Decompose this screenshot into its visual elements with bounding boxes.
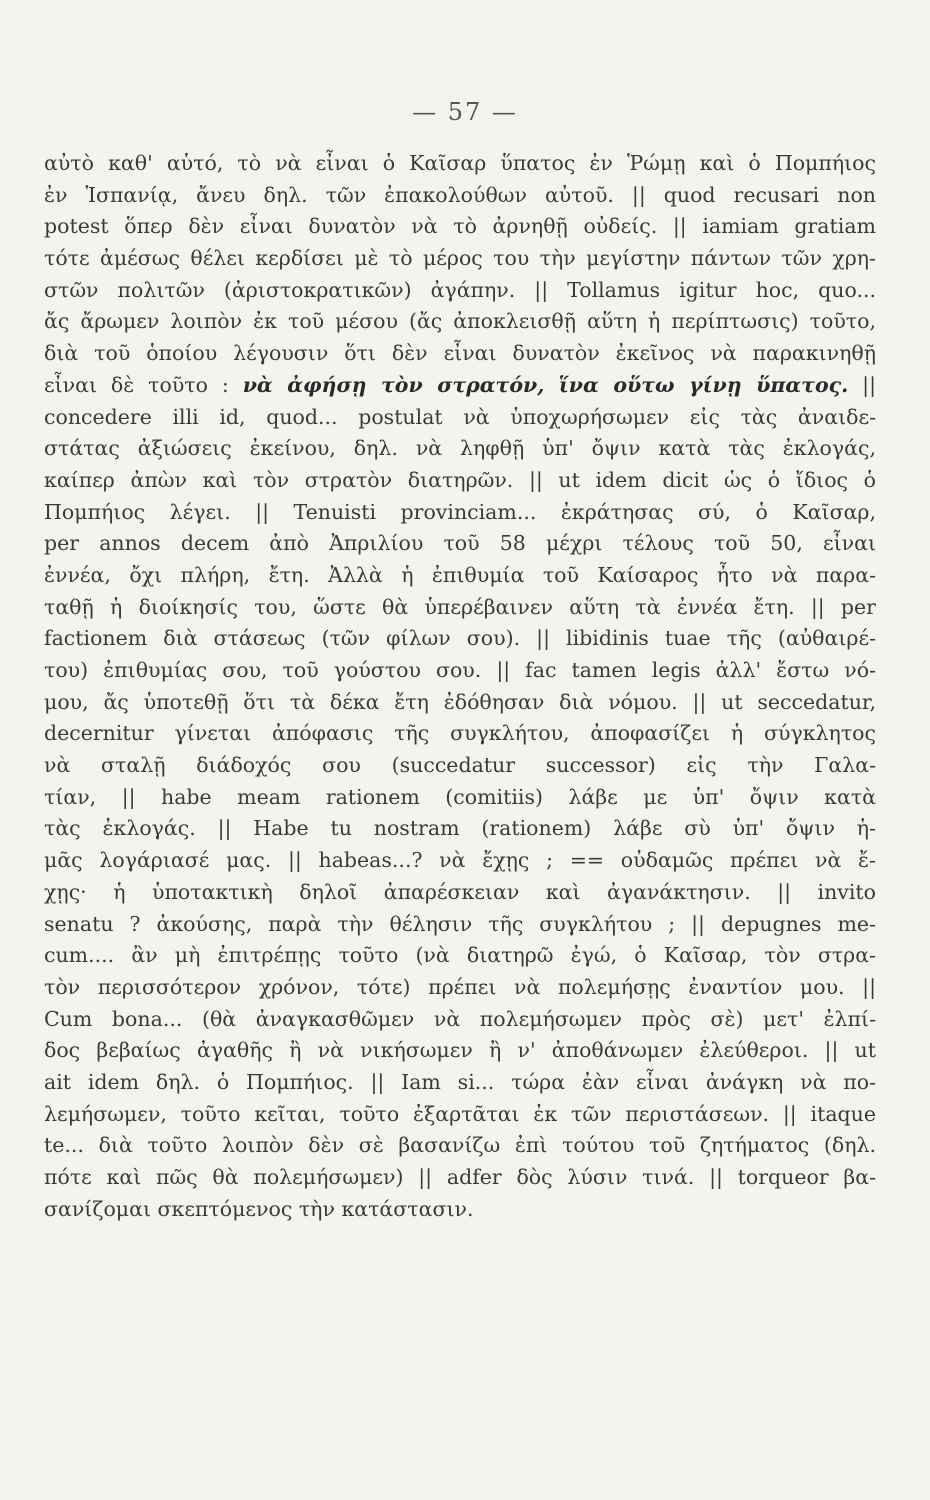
text-line-emphasis [44,370,876,402]
text-line: καίπερ ἀπὼν καὶ τὸν στρατὸν διατηρῶν. || ut idem dicit ὡς ὁ ἴδιος ὁ [44,467,876,492]
text-line: τὰς ἐκλογάς. || Habe tu nostram (rationem) λάβε σὺ ὑπ' ὄψιν ἡ- [44,816,876,841]
page-number: — 57 — [412,98,518,126]
text-line: μᾶς λογάριασέ μας. || habeas...? νὰ ἔχῃς ; == οὐδαμῶς πρέπει νὰ ἔ- [44,848,876,873]
text-line: στάτας ἀξιώσεις ἐκείνου, δηλ. νὰ ληφθῇ ὑπ' ὄψιν κατὰ τὰς ἐκλογάς, [44,436,876,461]
text-line: Πομπήιος λέγει. || Tenuisti provinciam... ἐκράτησας σύ, ὁ Καῖσαρ, [44,499,876,524]
text-line: ἄς ἄρωμεν λοιπὸν ἐκ τοῦ μέσου (ἄς ἀποκλεισθῇ αὕτη ἡ περίπτωσις) τοῦτο, [44,309,876,334]
text-line: ἐν Ἱσπανίᾳ, ἄνευ δηλ. τῶν ἐπακολούθων αὐτοῦ. || quod recusari non [44,182,876,207]
text-line: τότε ἀμέσως θέλει κερδίσει μὲ τὸ μέρος του τὴν μεγίστην πάντων τῶν χρη- [44,246,876,271]
text-segment: εἶναι δὲ τοῦτο : [44,372,243,397]
text-line: ait idem δηλ. ὁ Πομπήιος. || Iam si... τώρα ἐὰν εἶναι ἀνάγκη νὰ πο- [44,1069,876,1094]
text-line: te... διὰ τοῦτο λοιπὸν δὲν σὲ βασανίζω ἐπὶ τούτου τοῦ ζητήματος (δηλ. [44,1133,876,1158]
text-line: λεμήσωμεν, τοῦτο κεῖται, τοῦτο ἐξαρτᾶται ἐκ τῶν περιστάσεων. || itaque [44,1101,876,1126]
text-line: Cum bona... (θὰ ἀναγκασθῶμεν νὰ πολεμήσωμεν πρὸς σὲ) μετ' ἐλπί- [44,1006,876,1031]
text-line: μου, ἄς ὑποτεθῇ ὅτι τὰ δέκα ἔτη ἐδόθησαν διὰ νόμου. || ut seccedatur, [44,689,876,714]
text-line: χῃς· ἡ ὑποτακτικὴ δηλοῖ ἀπαρέσκειαν καὶ ἀγανάκτησιν. || invito [44,879,876,904]
text-line: του) ἐπιθυμίας σου, τοῦ γούστου σου. || fac tamen legis ἀλλ' ἔστω νό- [44,658,876,682]
text-line: ἐννέα, ὄχι πλήρη, ἔτη. Ἀλλὰ ἡ ἐπιθυμία τοῦ Καίσαρος ἦτο νὰ παρα- [44,562,876,587]
text-line: concedere illi id, quod... postulat νὰ ὑποχωρήσωμεν εἰς τὰς ἀναιδε- [44,404,876,429]
text-line: τὸν περισσότερον χρόνον, τότε) πρέπει νὰ πολεμήσῃς ἐναντίον μου. || [44,974,876,999]
text-line: senatu ? ἀκούσης, παρὰ τὴν θέλησιν τῆς συγκλήτου ; || depugnes me- [44,911,876,936]
text-segment: || [848,372,876,397]
text-line: σανίζομαι σκεπτόμενος τὴν κατάστασιν. [44,1196,474,1221]
text-line: αὐτὸ καθ' αὑτό, τὸ νὰ εἶναι ὁ Καῖσαρ ὕπατος ἐν Ῥώμῃ καὶ ὁ Πομπήιος [44,151,876,175]
text-line: πότε καὶ πῶς θὰ πολεμήσωμεν) || adfer δὸς λύσιν τινά. || torqueor βα- [44,1165,876,1189]
body-text [44,148,876,1225]
text-line: ταθῇ ἡ διοίκησίς του, ὥστε θὰ ὑπερέβαινεν αὕτη τὰ ἐννέα ἔτη. || per [44,594,876,619]
text-line: στῶν πολιτῶν (ἀριστοκρατικῶν) ἀγάπην. || Tollamus igitur hoc, quo... [44,277,876,302]
text-line: δος βεβαίως ἀγαθῆς ἢ νὰ νικήσωμεν ἢ ν' ἀποθάνωμεν ἐλεύθεροι. || ut [44,1038,876,1063]
text-line: potest ὅπερ δὲν εἶναι δυνατὸν νὰ τὸ ἀρνηθῇ οὐδείς. || iamiam gratiam [44,214,876,239]
text-line: decernitur γίνεται ἀπόφασις τῆς συγκλήτου, ἀποφασίζει ἡ σύγκλητος [44,721,876,746]
text-line: cum.... ἂν μὴ ἐπιτρέπῃς τοῦτο (νὰ διατηρῶ ἐγώ, ὁ Καῖσαρ, τὸν στρα- [44,943,876,968]
bold-italic-phrase: νὰ ἀφήσῃ τὸν στρατόν, ἵνα οὕτω γίνῃ ὕπατος. [242,372,849,397]
text-line: τίαν, || habe meam rationem (comitiis) λάβε με ὑπ' ὄψιν κατὰ [44,784,876,809]
text-line: διὰ τοῦ ὁποίου λέγουσιν ὅτι δὲν εἶναι δυνατὸν ἐκεῖνος νὰ παρακινηθῇ [44,341,876,366]
text-line: νὰ σταλῇ διάδοχός σου (succedatur successor) εἰς τὴν Γαλα- [44,753,876,778]
text-line: factionem διὰ στάσεως (τῶν φίλων σου). || libidinis tuae τῆς (αὐθαιρέ- [44,626,876,651]
text-line: per annos decem ἀπὸ Ἀπριλίου τοῦ 58 μέχρι τέλους τοῦ 50, εἶναι [44,531,876,556]
